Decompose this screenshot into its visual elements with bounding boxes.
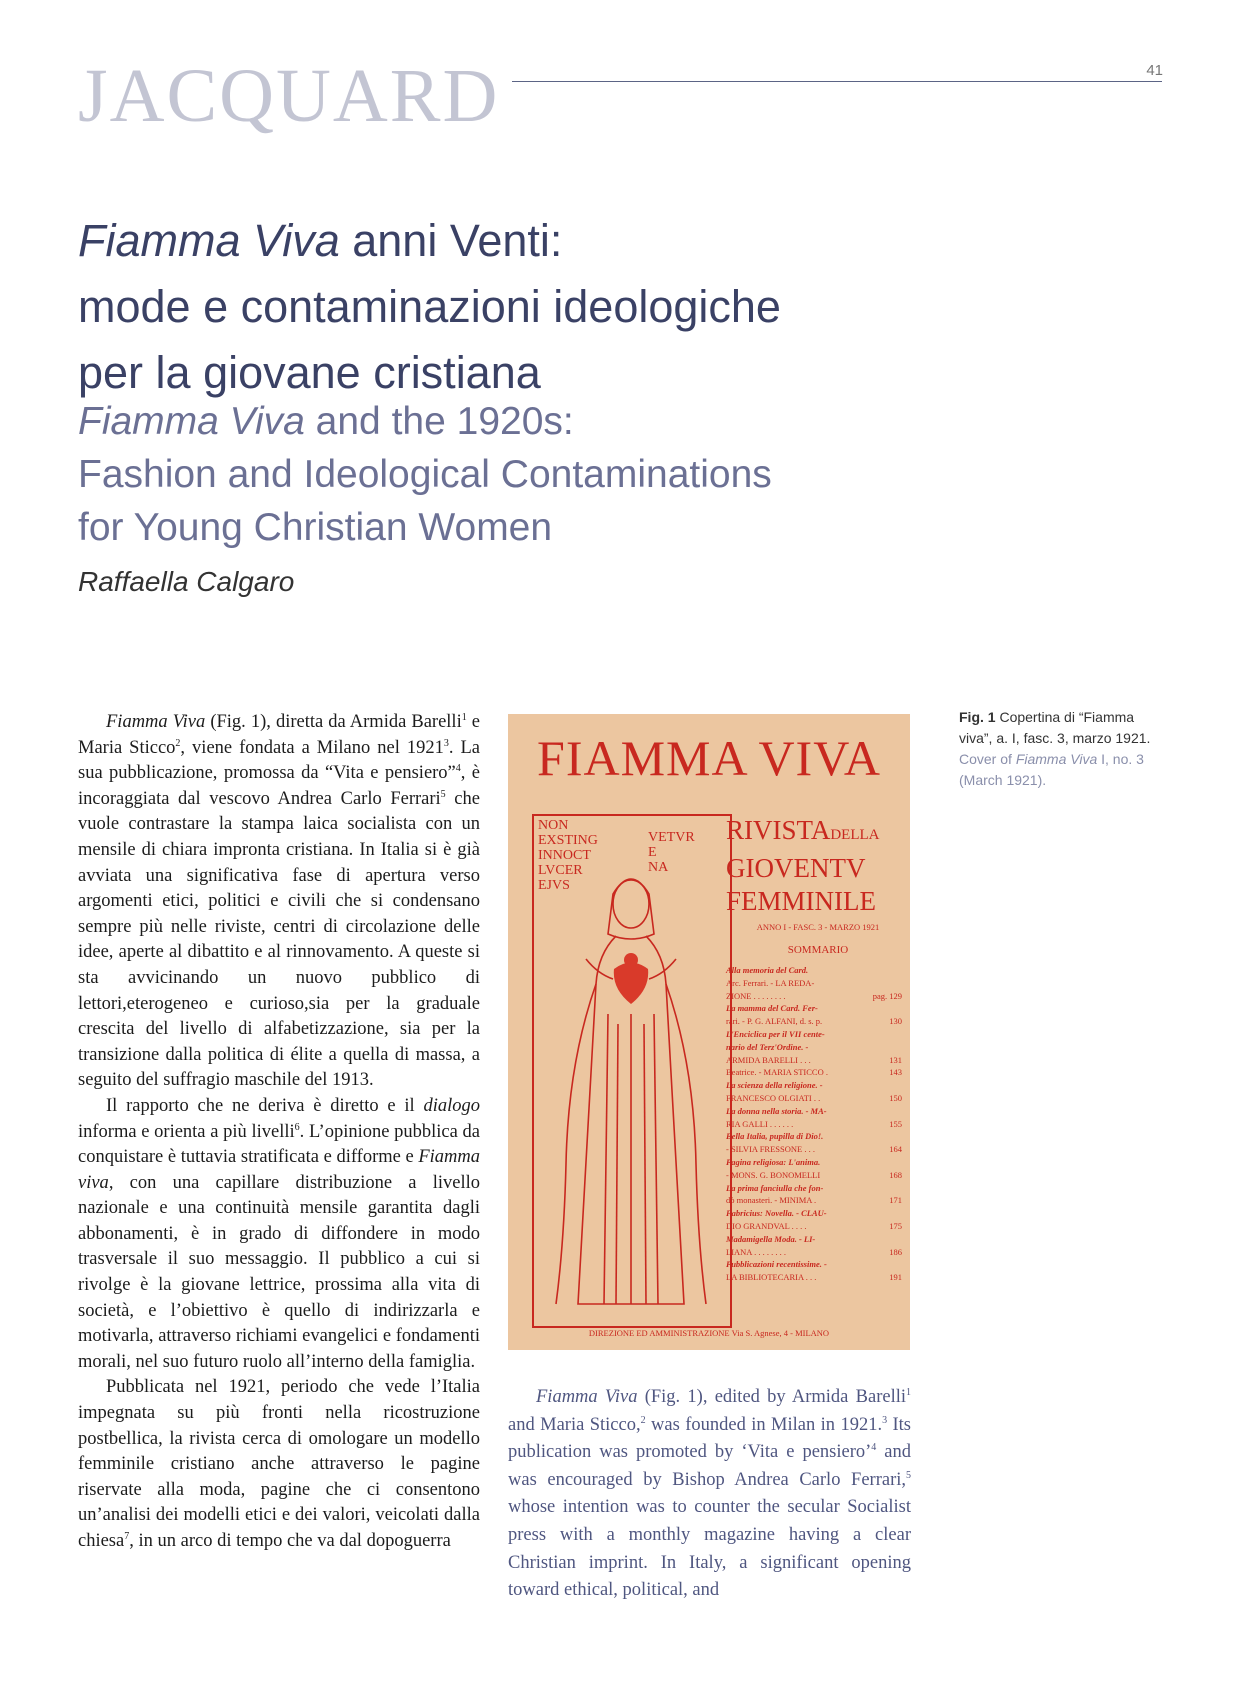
text: che vuole contrastare la stampa laica socialista con un mensile di chiara impronta cristiana. In Italia si è già avviata una significativa fase di apertura verso argomenti etici, politici e civili che si condensano sempre più nelle riviste, centri di circolazione delle idee, aperte al dibattito e al rinnovamento. A queste si sta avvicinando un nuovo pubblico di lettori,eterogeneo e curioso,sia per la graduale crescita del livello di alfabetizzazione, sia per la transizione dalla politica di élite a quella di massa, a seguito del suffragio maschile del 1913.	[78, 788, 480, 1091]
caption-label: Fig. 1	[959, 709, 996, 725]
contents-entry: Pubblicazioni recentissime. -	[726, 1259, 827, 1270]
page-number: 41	[1146, 62, 1163, 79]
contents-entry: Alla memoria del Card.	[726, 965, 809, 975]
motto-line: E	[648, 845, 657, 860]
caption-english: Cover of	[959, 751, 1016, 767]
footnote-ref: 1	[461, 711, 467, 723]
footnote-ref: 6	[294, 1121, 300, 1133]
contents-page: 130	[889, 1016, 902, 1027]
contents-entry: nario del Terz'Ordine. -	[726, 1041, 809, 1052]
contents-entry: ARMIDA BARELLI . . .	[726, 1054, 811, 1065]
italic-text: Fiamma Viva	[536, 1387, 638, 1407]
contents-entry: La donna nella storia. - MA-	[726, 1105, 827, 1116]
contents-entry: Bella Italia, pupilla di Dio!.	[726, 1131, 824, 1142]
motto-line: NA	[648, 860, 669, 875]
title-it-italic: Fiamma Viva	[78, 215, 340, 266]
paragraph-it-3	[78, 1375, 480, 1554]
text: Il rapporto che ne deriva è diretto e il	[106, 1095, 424, 1116]
contents-row	[726, 1194, 902, 1207]
caption-english-suffix: I, no. 3 (March 1921).	[959, 751, 1144, 788]
text: whose intention was to counter the secular Socialist press with a monthly magazine having a clear Christian imprint. In Italy, a significant opening toward ethical, political, and	[508, 1497, 911, 1601]
contents-row	[726, 990, 902, 1003]
text: Its publication was promoted by ‘Vita e pensiero’	[508, 1414, 912, 1463]
footnote-ref: 7	[124, 1530, 130, 1542]
cover-subtitle-2: GIOVENTV	[726, 853, 866, 883]
footnote-ref: 5	[440, 788, 446, 800]
title-en-italic: Fiamma Viva	[78, 400, 305, 443]
contents-entry: DIO GRANDVAL . . . .	[726, 1220, 807, 1231]
contents-row	[726, 1169, 902, 1182]
contents-entry: Beatrice. - MARIA STICCO .	[726, 1067, 828, 1078]
title-it-line3: per la giovane cristiana	[78, 347, 541, 398]
contents-row	[726, 1041, 902, 1054]
paragraph-en-1	[508, 1384, 911, 1605]
contents-row	[726, 1246, 902, 1259]
contents-entry: La scienza della religione. -	[726, 1080, 823, 1091]
contents-entry: La mamma del Card. Fer-	[726, 1003, 818, 1014]
contents-row	[726, 1054, 902, 1067]
contents-entry: Fabricius: Novella. - CLAU-	[726, 1208, 827, 1219]
title-it-line1: anni Venti:	[339, 215, 563, 266]
contents-page: 168	[889, 1169, 902, 1180]
text: . La sua pubblicazione, promossa da “Vita e pensiero”	[78, 737, 480, 784]
italic-text: dialogo	[423, 1095, 480, 1116]
text: and Maria Sticco,	[508, 1414, 641, 1435]
contents-entry: Pagina religiosa: L'anima.	[726, 1156, 821, 1167]
contents-row	[726, 964, 902, 977]
text: (Fig. 1), edited by Armida Barelli	[637, 1387, 906, 1407]
paragraph-it-1	[78, 710, 480, 1094]
contents-page: 143	[889, 1067, 902, 1078]
footnote-ref: 4	[871, 1442, 877, 1454]
cover-subtitle-small: DELLA	[830, 827, 880, 843]
text: e Maria Sticco	[78, 712, 480, 758]
contents-page: 150	[889, 1092, 902, 1103]
contents-entry: dò monasteri. - MINIMA .	[726, 1195, 817, 1206]
contents-row	[726, 1066, 902, 1079]
figure-caption	[959, 707, 1169, 791]
contents-entry: L'Enciclica per il VII cente-	[726, 1028, 825, 1039]
footnote-ref: 2	[175, 737, 181, 749]
cover-sommario: SOMMARIO	[787, 944, 849, 956]
contents-row	[726, 1182, 902, 1195]
cover-contents	[726, 964, 902, 1284]
author: Raffaella Calgaro	[78, 566, 295, 597]
contents-entry: La prima fanciulla che fon-	[726, 1182, 824, 1193]
contents-row	[726, 1002, 902, 1015]
footnote-ref: 3	[443, 737, 449, 749]
motto-line: INNOCT	[538, 848, 591, 863]
cover-issue: ANNO I - FASC. 3 - MARZO 1921	[756, 922, 880, 932]
contents-entry: FRANCESCO OLGIATI . .	[726, 1092, 821, 1103]
cover-footer: DIREZIONE ED AMMINISTRAZIONE Via S. Agnese, 4 - MILANO	[588, 1328, 830, 1338]
contents-page: 186	[889, 1246, 902, 1257]
contents-row	[726, 977, 902, 990]
contents-entry: rari. - P. G. ALFANI, d. s. p.	[726, 1016, 823, 1027]
text: , con una capillare distribuzione a livello nazionale e una continuità mensile garantita dagli abbonamenti, è in grado di diffondere in modo trasversale il suo messaggio. Il pubblico a cui si rivolge è la giovane lettrice, prossima alla vita di società, e l’obiettivo è quello di indirizzarla e motivarla, attraverso richiami evangelici e fondamenti morali, nel suo futuro ruolo all’interno della famiglia.	[78, 1172, 480, 1372]
contents-page: 175	[889, 1220, 902, 1231]
motto-line: EXSTING	[538, 833, 598, 848]
text: . L’opinione pubblica da conquistare è tuttavia stratificata e difforme e	[78, 1121, 480, 1168]
motto-line: VETVR	[648, 830, 695, 845]
footnote-ref: 3	[882, 1414, 888, 1426]
contents-entry: - MONS. G. BONOMELLI	[726, 1169, 821, 1180]
title-it-line2: mode e contaminazioni ideologiche	[78, 281, 781, 332]
contents-row	[726, 1220, 902, 1233]
contents-row	[726, 1233, 902, 1246]
contents-page: 155	[889, 1118, 902, 1129]
italic-text: Fiamma Viva	[106, 712, 206, 732]
contents-row	[726, 1271, 902, 1284]
cover-subtitle-3: FEMMINILE	[726, 886, 876, 916]
figure-cover	[508, 714, 910, 1350]
italic-text: Fiamma viva	[78, 1147, 480, 1193]
cover-title: FIAMMA VIVA	[537, 730, 881, 786]
title-en-line2: Fashion and Ideological Contaminations	[78, 453, 772, 496]
footnote-ref: 1	[906, 1386, 911, 1398]
contents-row	[726, 1118, 902, 1131]
cover-subtitle-1: RIVISTA	[726, 815, 831, 845]
journal-name: JACQUARD	[78, 54, 500, 138]
contents-entry: Madamigella Moda. - LI-	[726, 1233, 816, 1244]
contents-row	[726, 1028, 902, 1041]
text: informa e orienta a più livelli	[78, 1121, 295, 1142]
motto-line: LVCER	[538, 863, 583, 878]
contents-page: pag. 129	[872, 990, 902, 1001]
title-en-line1: and the 1920s:	[304, 400, 574, 443]
contents-page: 131	[889, 1054, 902, 1065]
contents-row	[726, 1079, 902, 1092]
caption-english-italic: Fiamma Viva	[1015, 751, 1098, 767]
contents-page: 191	[889, 1272, 902, 1283]
contents-row	[726, 1130, 902, 1143]
text: , viene fondata a Milano nel 1921	[180, 737, 444, 758]
text: , è incoraggiata dal vescovo Andrea Carlo Ferrari	[78, 763, 481, 809]
motto-line: EJVS	[538, 878, 570, 893]
title-italian	[78, 208, 1078, 406]
contents-entry: LIANA . . . . . . . .	[726, 1246, 786, 1257]
footnote-ref: 2	[640, 1414, 646, 1426]
contents-entry: Arc. Ferrari. - LA REDA-	[726, 977, 815, 988]
body-italian	[78, 710, 480, 1555]
text: Pubblicata nel 1921, periodo che vede l’Italia impegnata su più fronti nella ricostruzione postbellica, la rivista cerca di omologare un modello femminile cristiano anche attraverso le pagine riservate alla moda, pagine che ci consentono un’analisi dei modelli etici e dei valori, veicolati dalla chiesa	[78, 1377, 480, 1551]
text: (Fig. 1), diretta da Armida Barelli	[205, 712, 462, 732]
contents-entry: ZIONE . . . . . . . .	[726, 990, 786, 1001]
contents-page: 164	[889, 1144, 902, 1155]
title-english	[78, 395, 1078, 554]
contents-page: 171	[889, 1195, 902, 1206]
contents-entry: - SILVIA FRESSONE . . .	[726, 1144, 815, 1155]
cover-subtitle	[726, 814, 906, 918]
header-rule	[512, 81, 1162, 82]
contents-row	[726, 1156, 902, 1169]
text: was founded in Milan in 1921.	[645, 1414, 883, 1435]
contents-row	[726, 1105, 902, 1118]
motto-line: NON	[538, 818, 569, 833]
contents-row	[726, 1143, 902, 1156]
paragraph-it-2	[78, 1094, 480, 1376]
footnote-ref: 5	[906, 1469, 911, 1481]
contents-entry: LA BIBLIOTECARIA . . .	[726, 1272, 817, 1283]
title-en-line3: for Young Christian Women	[78, 506, 553, 549]
text: and was encouraged by Bishop Andrea Carlo Ferrari,	[508, 1442, 911, 1490]
madonna-illustration	[538, 864, 724, 1314]
caption-italian: Copertina di “Fiamma viva”, a. I, fasc. 3, marzo 1921.	[959, 709, 1151, 746]
footnote-ref: 4	[455, 763, 461, 775]
text: , in un arco di tempo che va dal dopoguerra	[129, 1531, 451, 1551]
contents-entry: RIA GALLI . . . . . .	[726, 1118, 794, 1129]
contents-row	[726, 1258, 902, 1271]
contents-row	[726, 1015, 902, 1028]
contents-row	[726, 1092, 902, 1105]
body-english	[508, 1384, 911, 1605]
contents-row	[726, 1207, 902, 1220]
